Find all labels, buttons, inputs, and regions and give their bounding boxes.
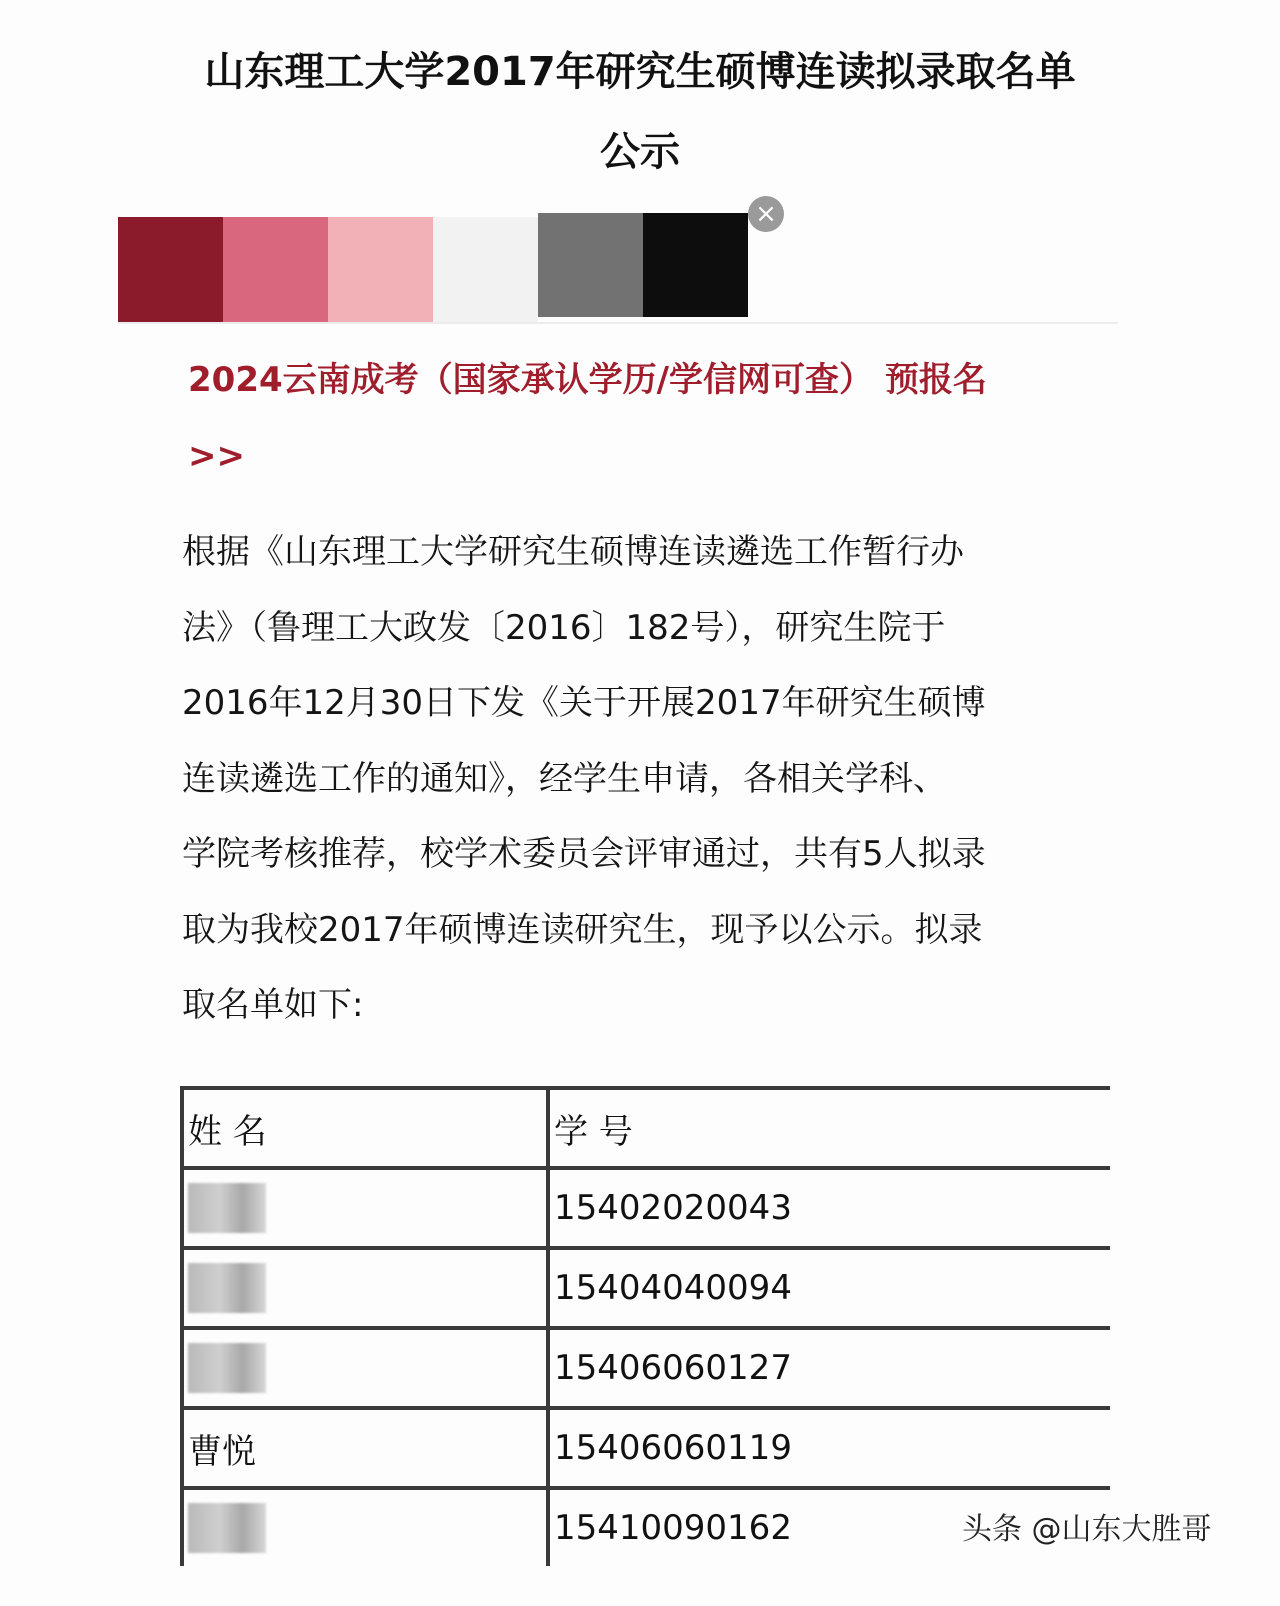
- body-line: 学院考核推荐，校学术委员会评审通过，共有5人拟录: [182, 834, 986, 874]
- swatch-off-white: [433, 217, 538, 323]
- table-row: [182, 1168, 1110, 1248]
- table-row: [182, 1248, 1110, 1328]
- swatch-rose: [223, 217, 328, 323]
- body-line: 连读遴选工作的通知》，经学生申请，各相关学科、: [182, 758, 947, 799]
- student-name: 曹悦: [182, 1408, 548, 1488]
- header-student-id: 学 号: [548, 1088, 1110, 1168]
- ad-link[interactable]: [188, 342, 1088, 494]
- body-line: 根据《山东理工大学研究生硕博连读遴选工作暂行办: [182, 532, 964, 572]
- student-name-redacted: [182, 1488, 548, 1566]
- source-watermark: 头条 @山东大胜哥: [962, 1512, 1212, 1547]
- student-id: 15402020043: [548, 1168, 1110, 1248]
- student-name-redacted: [182, 1248, 548, 1328]
- swatch-gray: [538, 213, 643, 317]
- student-id: 15406060127: [548, 1328, 1110, 1408]
- close-ad-button[interactable]: [748, 196, 784, 232]
- body-line: 取为我校2017年硕博连读研究生，现予以公示。拟录: [182, 909, 983, 950]
- redaction-blur: [188, 1343, 266, 1393]
- student-id: 15404040094: [548, 1248, 1110, 1328]
- page-title: 山东理工大学2017年研究生硕博连读拟录取名单: [204, 49, 1076, 95]
- page-title-suffix: 公示: [600, 129, 680, 175]
- student-id: 15406060119: [548, 1408, 1110, 1488]
- ad-link-arrow: >>: [188, 436, 245, 476]
- table-row: [182, 1328, 1110, 1408]
- body-line: 2016年12月30日下发《关于开展2017年研究生硕博: [182, 683, 986, 723]
- body-line: 法》（鲁理工大政发〔2016〕182号），研究生院于: [182, 607, 946, 648]
- color-palette-banner[interactable]: [118, 217, 748, 323]
- close-icon: ×: [755, 199, 777, 229]
- swatch-dark-red: [118, 217, 223, 323]
- ad-link-text: 2024云南成考（国家承认学历/学信网可查） 预报名: [188, 360, 987, 400]
- redaction-blur: [188, 1503, 266, 1553]
- redaction-blur: [188, 1183, 266, 1233]
- student-name-redacted: [182, 1168, 548, 1248]
- admission-list-table: [180, 1086, 1110, 1566]
- student-id: 15410090162: [548, 1488, 1110, 1566]
- swatch-black: [643, 213, 748, 317]
- announcement-body: [182, 515, 1082, 1044]
- divider: [118, 322, 1118, 324]
- student-name-redacted: [182, 1328, 548, 1408]
- header-name: 姓 名: [182, 1088, 548, 1168]
- swatch-light-pink: [328, 217, 433, 323]
- table-header-row: [182, 1088, 1110, 1168]
- body-line: 取名单如下:: [182, 985, 364, 1025]
- table-row: [182, 1408, 1110, 1488]
- redaction-blur: [188, 1263, 266, 1313]
